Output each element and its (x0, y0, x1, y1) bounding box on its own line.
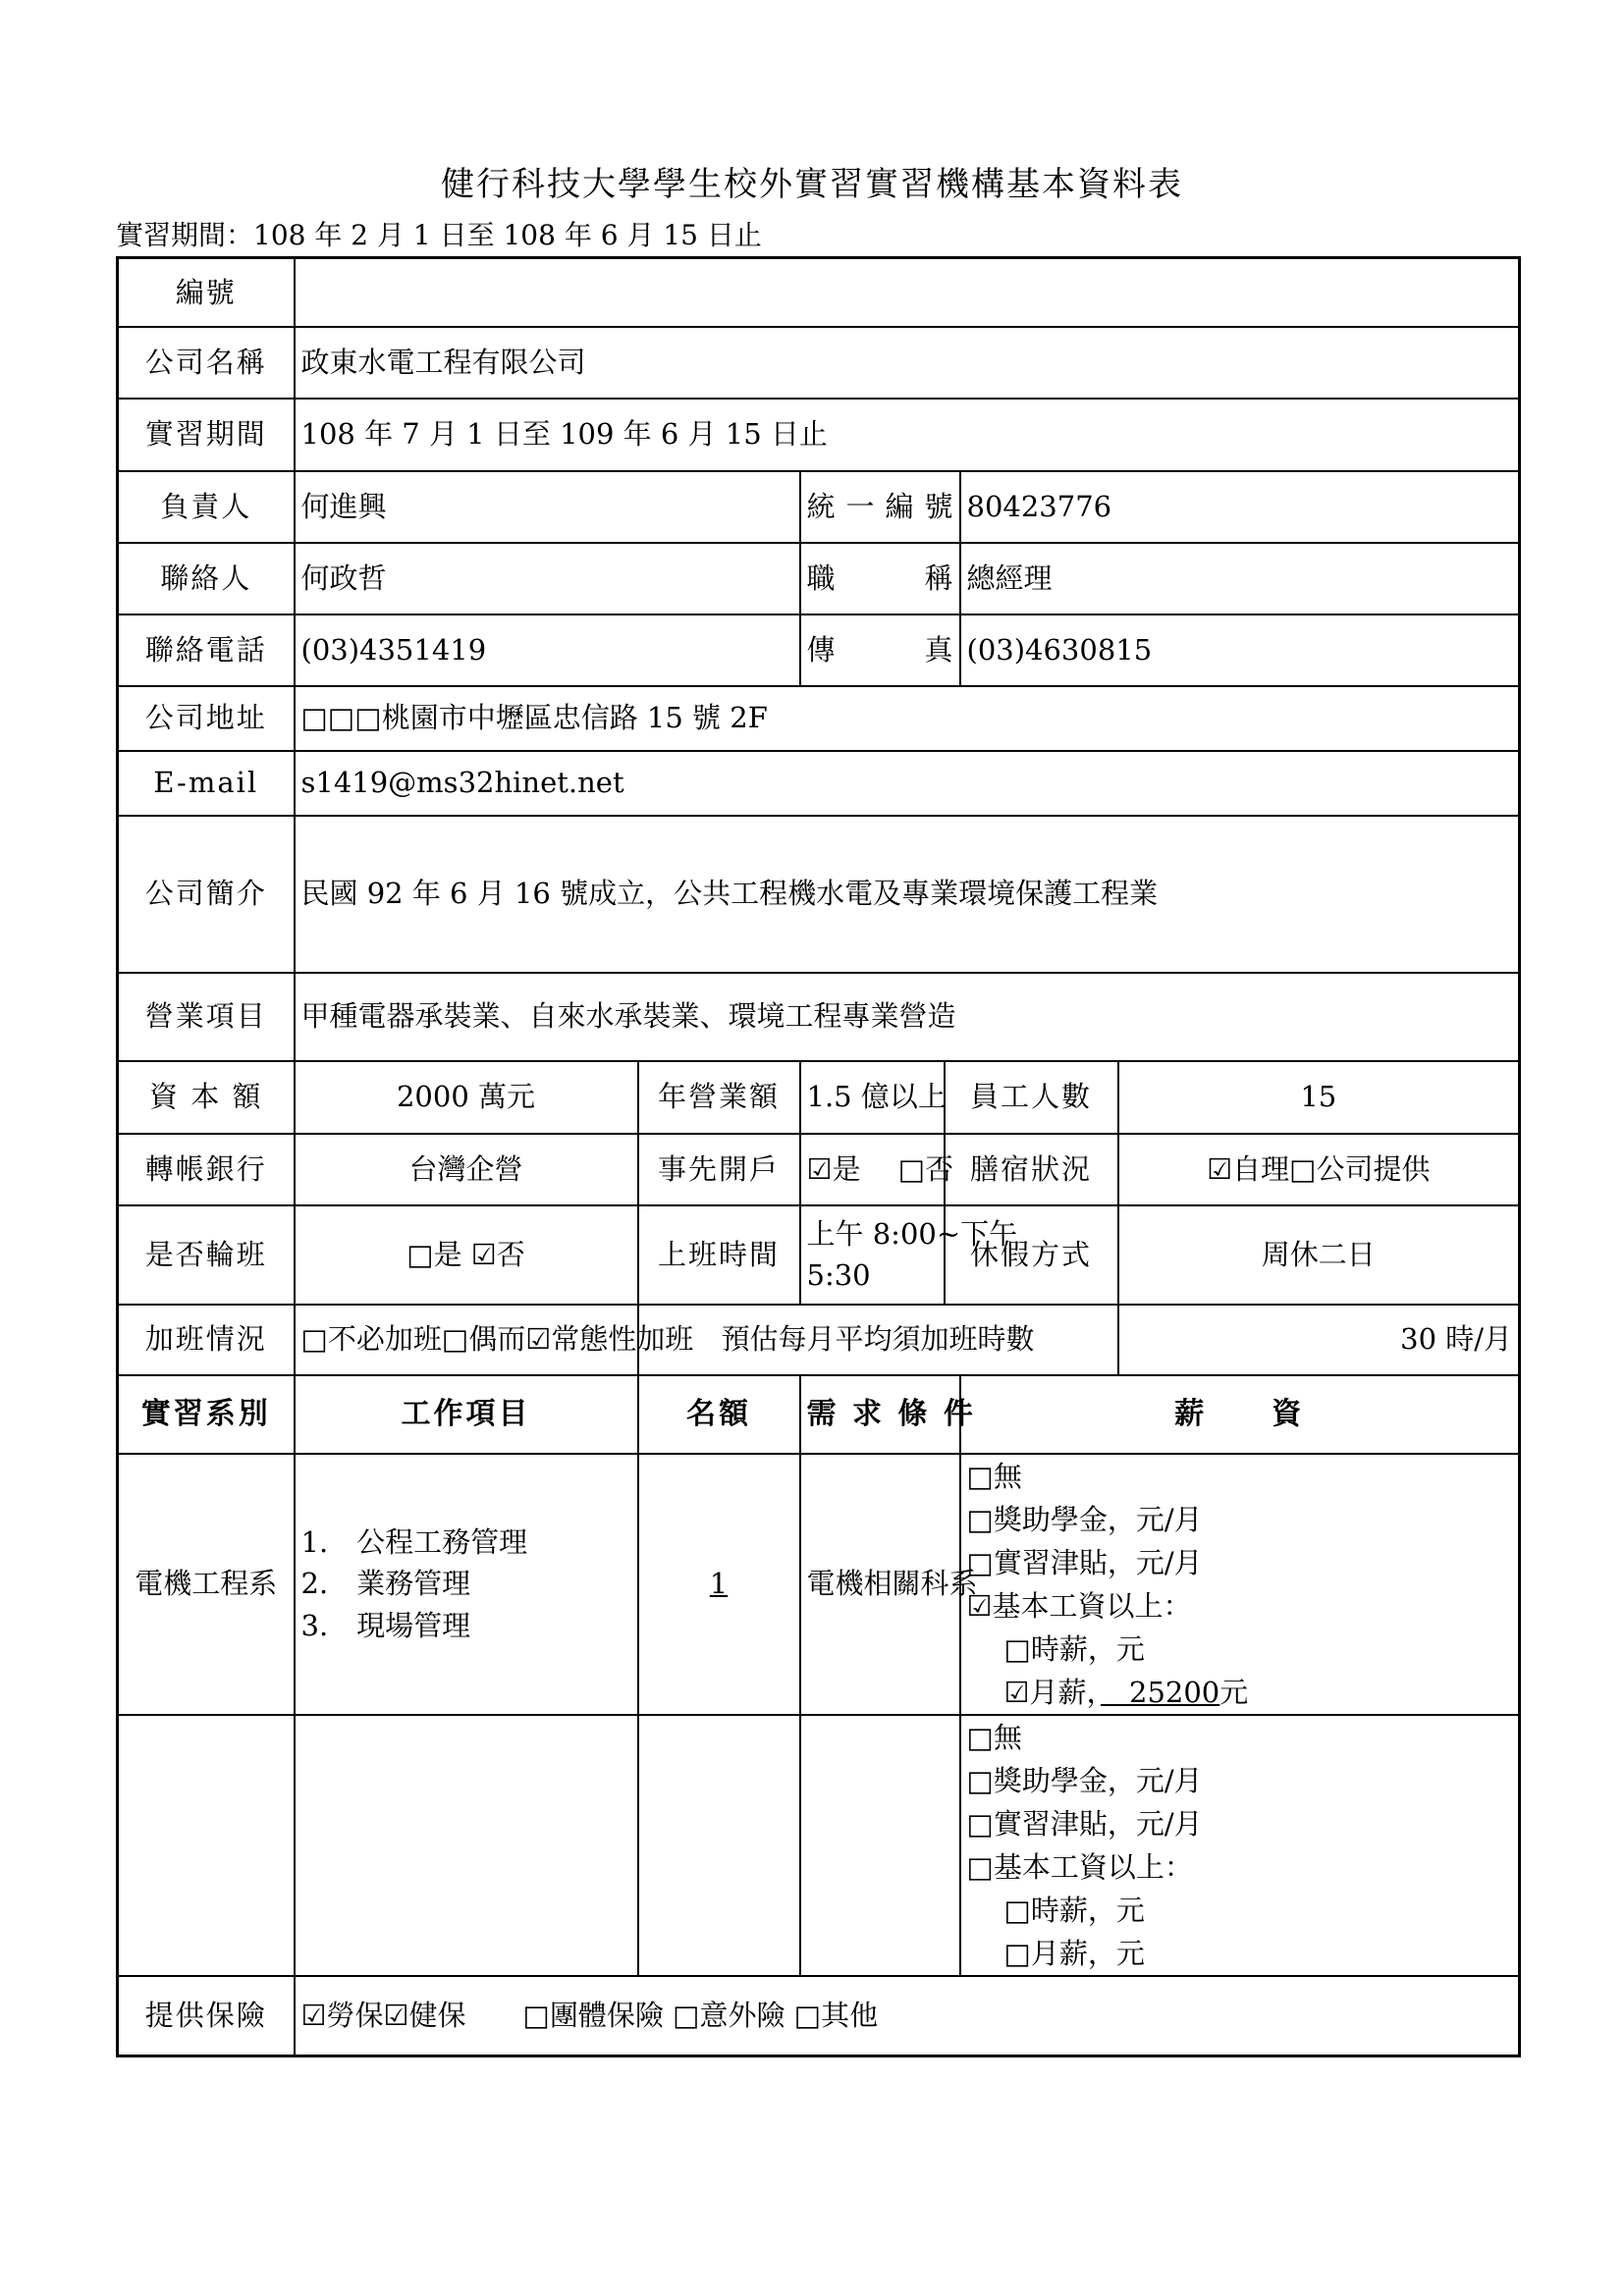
salary-allowance: □實習津貼，元/月 (966, 1545, 1203, 1579)
row-intern-period (118, 399, 1520, 471)
label-employees: 員工人數 (945, 1061, 1118, 1134)
value-company-name: 政東水電工程有限公司 (295, 327, 1520, 399)
job-req: 電機相關科系 (800, 1454, 960, 1715)
work-hours-line-1: 上午 8:00~下午 (806, 1216, 1018, 1251)
label-insurance: 提供保險 (118, 1976, 295, 2056)
job-dept (118, 1715, 295, 1976)
job-item: 2. 業務管理 (300, 1567, 471, 1601)
row-capital (118, 1061, 1520, 1134)
job-dept: 電機工程系 (118, 1454, 295, 1715)
label-address: 公司地址 (118, 686, 295, 751)
value-bank: 台灣企營 (295, 1134, 638, 1205)
salary-hourly: □時薪，元 (1003, 1893, 1145, 1927)
label-phone: 聯絡電話 (118, 614, 295, 686)
label-open-account: 事先開戶 (638, 1134, 800, 1205)
job-quota-value: 1 (709, 1567, 729, 1601)
salary-monthly-amount: 25200 (1101, 1675, 1220, 1709)
label-company-name: 公司名稱 (118, 327, 295, 399)
value-open-account: ☑是 □否 (800, 1134, 945, 1205)
salary-monthly-suffix: 元 (1219, 1675, 1249, 1709)
value-contact: 何政哲 (295, 543, 800, 614)
label-title-1: 職 (806, 561, 836, 595)
job-row (118, 1454, 1520, 1715)
salary-allowance: □實習津貼，元/月 (966, 1806, 1203, 1841)
value-overtime: □不必加班□偶而☑常態性加班 (295, 1305, 638, 1375)
label-email: E-mail (118, 751, 295, 816)
salary-monthly (967, 1671, 1513, 1714)
label-title-2: 稱 (924, 561, 953, 595)
label-intern-period: 實習期間 (118, 399, 295, 471)
row-number (118, 258, 1520, 327)
label-tax-id-3: 編 (885, 489, 914, 523)
row-shift (118, 1205, 1520, 1305)
header-item: 工作項目 (295, 1375, 638, 1454)
jobs-header-row (118, 1375, 1520, 1454)
value-revenue: 1.5 億以上 (800, 1061, 945, 1134)
header-quota: 名額 (638, 1375, 800, 1454)
job-row (118, 1715, 1520, 1976)
value-employees: 15 (1118, 1061, 1520, 1134)
salary-scholarship: □獎助學金，元/月 (966, 1763, 1203, 1797)
job-salary (960, 1454, 1520, 1715)
label-intro: 公司簡介 (118, 816, 295, 973)
value-capital: 2000 萬元 (295, 1061, 638, 1134)
value-phone: (03)4351419 (295, 614, 800, 686)
salary-basic-wage: □基本工資以上： (966, 1849, 1193, 1884)
value-business: 甲種電器承裝業、自來水承裝業、環境工程專業營造 (295, 973, 1520, 1061)
value-ot-hours: 30 時/月 (1118, 1305, 1520, 1375)
label-revenue: 年營業額 (638, 1061, 800, 1134)
row-contact (118, 543, 1520, 614)
value-owner: 何進興 (295, 471, 800, 543)
job-salary (960, 1715, 1520, 1976)
label-title (800, 543, 960, 614)
label-business: 營業項目 (118, 973, 295, 1061)
label-owner: 負責人 (118, 471, 295, 543)
row-insurance (118, 1976, 1520, 2056)
value-holiday: 周休二日 (1118, 1205, 1520, 1305)
label-work-hours: 上班時間 (638, 1205, 800, 1305)
label-bank: 轉帳銀行 (118, 1134, 295, 1205)
value-email: s1419@ms32hinet.net (295, 751, 1520, 816)
value-insurance: ☑勞保☑健保 □團體保險 □意外險 □其他 (295, 1976, 1520, 2056)
label-holiday: 休假方式 (945, 1205, 1118, 1305)
label-tax-id-4: 號 (924, 489, 953, 523)
company-info-table (116, 256, 1521, 2057)
row-intro (118, 816, 1520, 973)
label-ot-hours: 預估每月平均須加班時數 (638, 1305, 1118, 1375)
label-lodging: 膳宿狀況 (945, 1134, 1118, 1205)
label-fax (800, 614, 960, 686)
period-line: 實習期間：108 年 2 月 1 日至 108 年 6 月 15 日止 (116, 219, 762, 251)
salary-hourly: □時薪，元 (1003, 1631, 1145, 1666)
row-overtime (118, 1305, 1520, 1375)
job-item: 1. 公程工務管理 (300, 1525, 528, 1560)
label-capital: 資 本 額 (118, 1061, 295, 1134)
label-number: 編號 (118, 258, 295, 327)
salary-none: □無 (966, 1459, 1022, 1493)
salary-monthly-prefix: ☑月薪， (1003, 1675, 1101, 1709)
value-number (295, 258, 1520, 327)
salary-scholarship: □獎助學金，元/月 (966, 1502, 1203, 1536)
label-tax-id (800, 471, 960, 543)
row-address (118, 686, 1520, 751)
value-work-hours (800, 1205, 1018, 1305)
label-tax-id-2: 一 (845, 489, 875, 523)
job-items (295, 1715, 638, 1976)
value-intro: 民國 92 年 6 月 16 號成立，公共工程機水電及專業環境保護工程業 (295, 816, 1520, 973)
header-salary: 薪 資 (960, 1375, 1520, 1454)
value-lodging: ☑自理□公司提供 (1118, 1134, 1520, 1205)
salary-none: □無 (966, 1720, 1022, 1754)
label-fax-1: 傳 (806, 632, 836, 667)
row-owner (118, 471, 1520, 543)
job-items (295, 1454, 638, 1715)
row-business (118, 973, 1520, 1061)
row-phone (118, 614, 1520, 686)
value-shift: □是 ☑否 (295, 1205, 638, 1305)
value-title: 總經理 (960, 543, 1520, 614)
row-company-name (118, 327, 1520, 399)
value-intern-period: 108 年 7 月 1 日至 109 年 6 月 15 日止 (295, 399, 1520, 471)
value-address: □□□桃園市中壢區忠信路 15 號 2F (295, 686, 1520, 751)
value-fax: (03)4630815 (960, 614, 1520, 686)
row-bank (118, 1134, 1520, 1205)
label-contact: 聯絡人 (118, 543, 295, 614)
job-item: 3. 現場管理 (300, 1608, 471, 1642)
value-tax-id: 80423776 (960, 471, 1520, 543)
label-shift: 是否輪班 (118, 1205, 295, 1305)
work-hours-line-2: 5:30 (806, 1258, 871, 1292)
row-email (118, 751, 1520, 816)
salary-basic-wage: ☑基本工資以上： (966, 1588, 1192, 1623)
job-quota (638, 1454, 800, 1715)
label-fax-2: 真 (924, 632, 953, 667)
label-tax-id-1: 統 (806, 489, 836, 523)
salary-monthly: □月薪，元 (1003, 1936, 1145, 1970)
label-overtime: 加班情況 (118, 1305, 295, 1375)
job-quota (638, 1715, 800, 1976)
header-req: 需 求 條 件 (800, 1375, 960, 1454)
header-dept: 實習系別 (118, 1375, 295, 1454)
job-req (800, 1715, 960, 1976)
document-title: 健行科技大學學生校外實習實習機構基本資料表 (441, 165, 1183, 204)
